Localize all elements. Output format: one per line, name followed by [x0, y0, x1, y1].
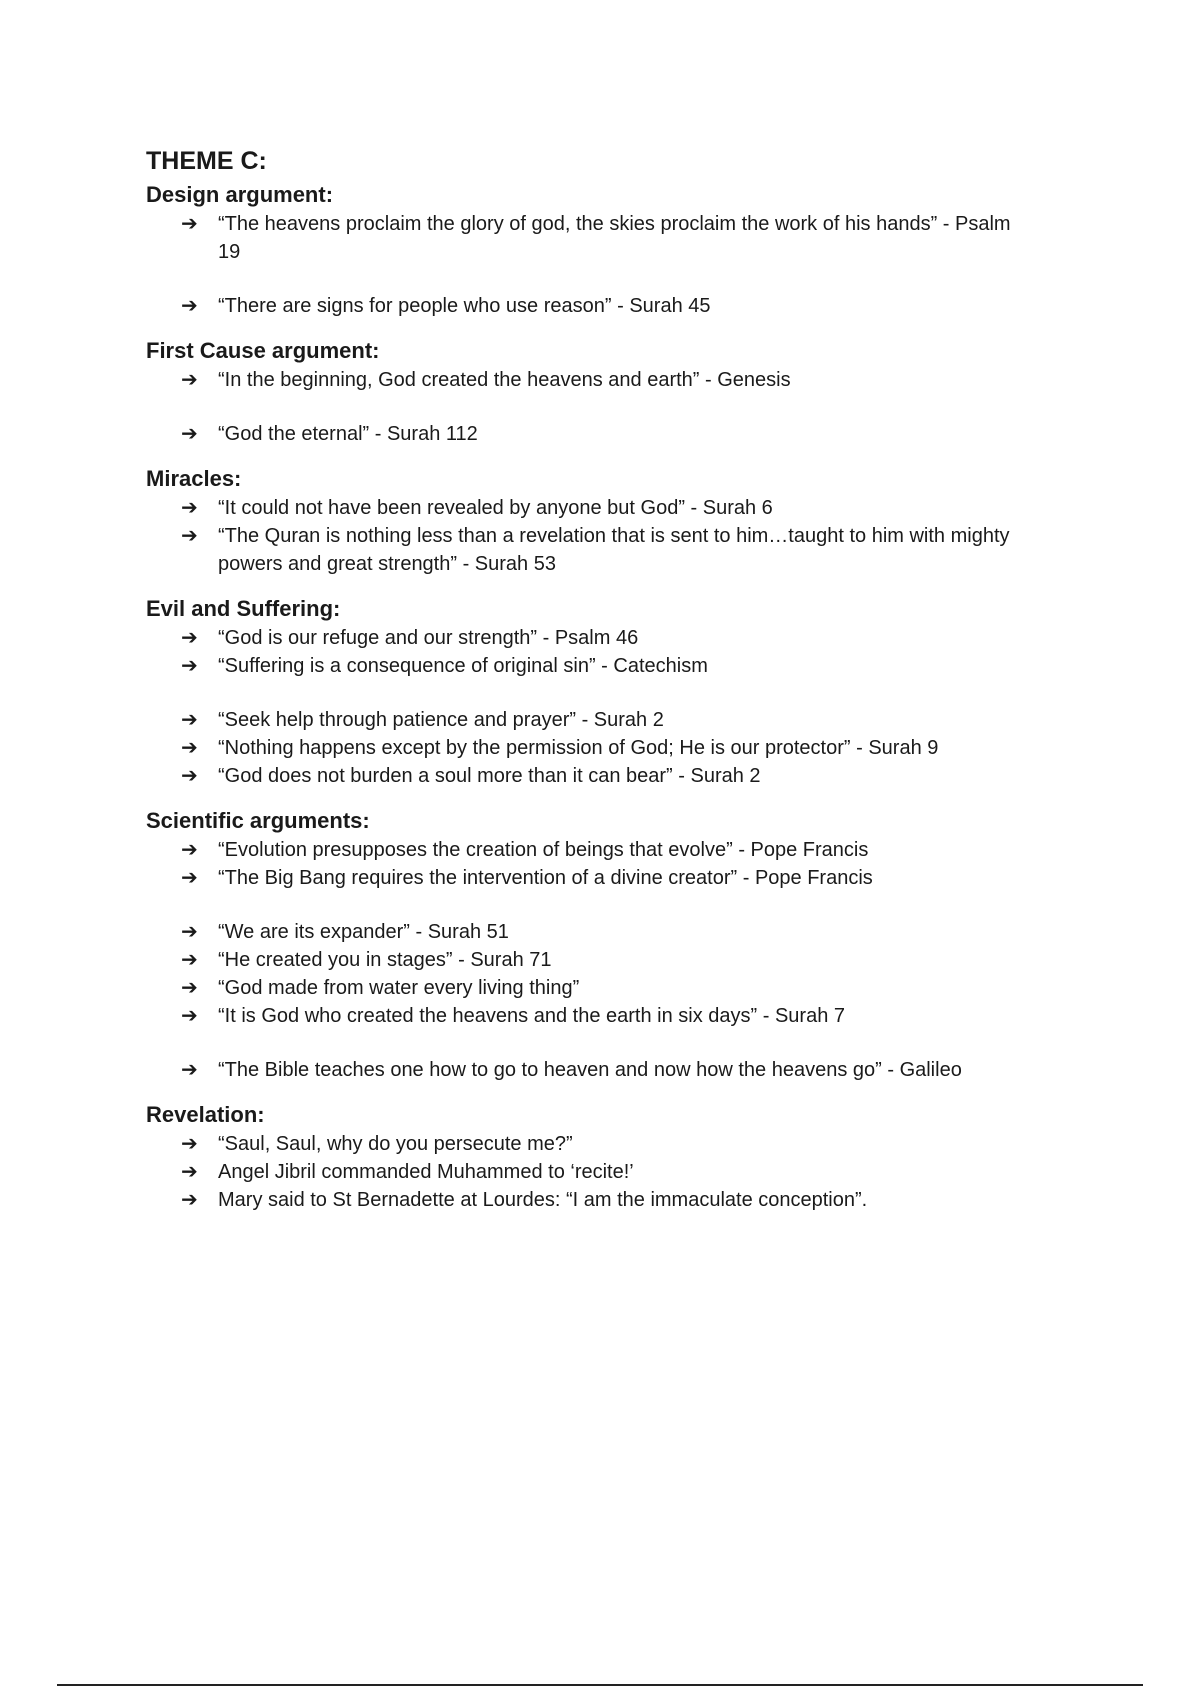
list-item-text: “God does not burden a soul more than it can bear” - Surah 2: [218, 765, 761, 787]
list-item-text: “In the beginning, God created the heavens and earth” - Genesis: [218, 369, 791, 391]
arrow-bullet-icon: ➔: [181, 627, 198, 649]
arrow-bullet-icon: ➔: [181, 655, 198, 677]
document-page: [146, 146, 1076, 1232]
arrow-bullet-icon: ➔: [181, 737, 198, 759]
list-item-text: “It is God who created the heavens and the earth in six days” - Surah 7: [218, 1005, 846, 1027]
arrow-bullet-icon: ➔: [181, 423, 198, 445]
list-item: [146, 1158, 1076, 1186]
sections-container: [146, 182, 1076, 1214]
section: [146, 182, 1076, 320]
list-item-text: “Suffering is a consequence of original sin” - Catechism: [218, 655, 708, 677]
section-heading: Design argument:: [146, 182, 334, 207]
arrow-bullet-icon: ➔: [181, 921, 198, 943]
list-item-text: “God is our refuge and our strength” - Psalm 46: [218, 627, 639, 649]
footer-rule: [57, 1684, 1143, 1686]
bullet-group: [146, 1056, 1076, 1084]
list-item-text: “Nothing happens except by the permission of God; He is our protector” - Surah 9: [218, 737, 939, 759]
list-item-text: “The Big Bang requires the intervention of a divine creator” - Pope Francis: [218, 867, 873, 889]
list-item: [146, 1056, 1076, 1084]
list-item: [146, 522, 1076, 578]
bullet-group: [146, 624, 1076, 680]
bullet-group: [146, 292, 1076, 320]
section: [146, 808, 1076, 1084]
bullet-group: [146, 494, 1076, 578]
list-item-text: “It could not have been revealed by anyone but God” - Surah 6: [218, 497, 773, 519]
arrow-bullet-icon: ➔: [181, 839, 198, 861]
section-heading: Miracles:: [146, 466, 242, 491]
arrow-bullet-icon: ➔: [181, 1161, 198, 1183]
section-heading: Revelation:: [146, 1102, 265, 1127]
list-item: [146, 420, 1076, 448]
list-item: [146, 918, 1076, 946]
list-item: [146, 946, 1076, 974]
arrow-bullet-icon: ➔: [181, 525, 198, 547]
bullet-group: [146, 1130, 1076, 1214]
list-item-text: “Evolution presupposes the creation of beings that evolve” - Pope Francis: [218, 839, 869, 861]
list-item: [146, 624, 1076, 652]
arrow-bullet-icon: ➔: [181, 213, 198, 235]
list-item-text: “Seek help through patience and prayer” - Surah 2: [218, 709, 664, 731]
list-item: [146, 1186, 1076, 1214]
list-item-text: “The Bible teaches one how to go to heaven and now how the heavens go” - Galileo: [218, 1059, 962, 1081]
list-item-text: “The Quran is nothing less than a revelation that is sent to him…taught to him with mighty powers and great strength” - Surah 53: [218, 525, 1010, 575]
bullet-group: [146, 366, 1076, 394]
arrow-bullet-icon: ➔: [181, 949, 198, 971]
arrow-bullet-icon: ➔: [181, 977, 198, 999]
list-item-text: “There are signs for people who use reason” - Surah 45: [218, 295, 711, 317]
bullet-group: [146, 210, 1076, 266]
arrow-bullet-icon: ➔: [181, 1133, 198, 1155]
bullet-group: [146, 918, 1076, 1030]
section: [146, 596, 1076, 790]
section: [146, 1102, 1076, 1214]
arrow-bullet-icon: ➔: [181, 1189, 198, 1211]
list-item: [146, 366, 1076, 394]
bullet-group: [146, 420, 1076, 448]
list-item-text: Angel Jibril commanded Muhammed to ‘recite!’: [218, 1161, 634, 1183]
list-item: [146, 836, 1076, 864]
section: [146, 338, 1076, 448]
list-item: [146, 652, 1076, 680]
list-item: [146, 734, 1076, 762]
bullet-group: [146, 706, 1076, 790]
list-item: [146, 210, 1076, 266]
list-item-text: “We are its expander” - Surah 51: [218, 921, 509, 943]
list-item: [146, 706, 1076, 734]
arrow-bullet-icon: ➔: [181, 497, 198, 519]
list-item: [146, 762, 1076, 790]
section-heading: Scientific arguments:: [146, 808, 370, 833]
list-item: [146, 494, 1076, 522]
arrow-bullet-icon: ➔: [181, 295, 198, 317]
list-item-text: Mary said to St Bernadette at Lourdes: “I am the immaculate conception”.: [218, 1189, 868, 1211]
arrow-bullet-icon: ➔: [181, 709, 198, 731]
list-item-text: “Saul, Saul, why do you persecute me?”: [218, 1133, 573, 1155]
list-item-text: “He created you in stages” - Surah 71: [218, 949, 552, 971]
section-heading: Evil and Suffering:: [146, 596, 341, 621]
section-heading: First Cause argument:: [146, 338, 380, 363]
list-item: [146, 1130, 1076, 1158]
arrow-bullet-icon: ➔: [181, 1059, 198, 1081]
bullet-group: [146, 836, 1076, 892]
list-item: [146, 1002, 1076, 1030]
list-item-text: “God the eternal” - Surah 112: [218, 423, 478, 445]
list-item: [146, 974, 1076, 1002]
arrow-bullet-icon: ➔: [181, 765, 198, 787]
arrow-bullet-icon: ➔: [181, 867, 198, 889]
section: [146, 466, 1076, 578]
page-title: THEME C:: [146, 147, 267, 175]
arrow-bullet-icon: ➔: [181, 369, 198, 391]
list-item: [146, 864, 1076, 892]
list-item-text: “God made from water every living thing”: [218, 977, 580, 999]
list-item-text: “The heavens proclaim the glory of god, the skies proclaim the work of his hands” - Psalm 19: [218, 213, 1011, 263]
list-item: [146, 292, 1076, 320]
arrow-bullet-icon: ➔: [181, 1005, 198, 1027]
